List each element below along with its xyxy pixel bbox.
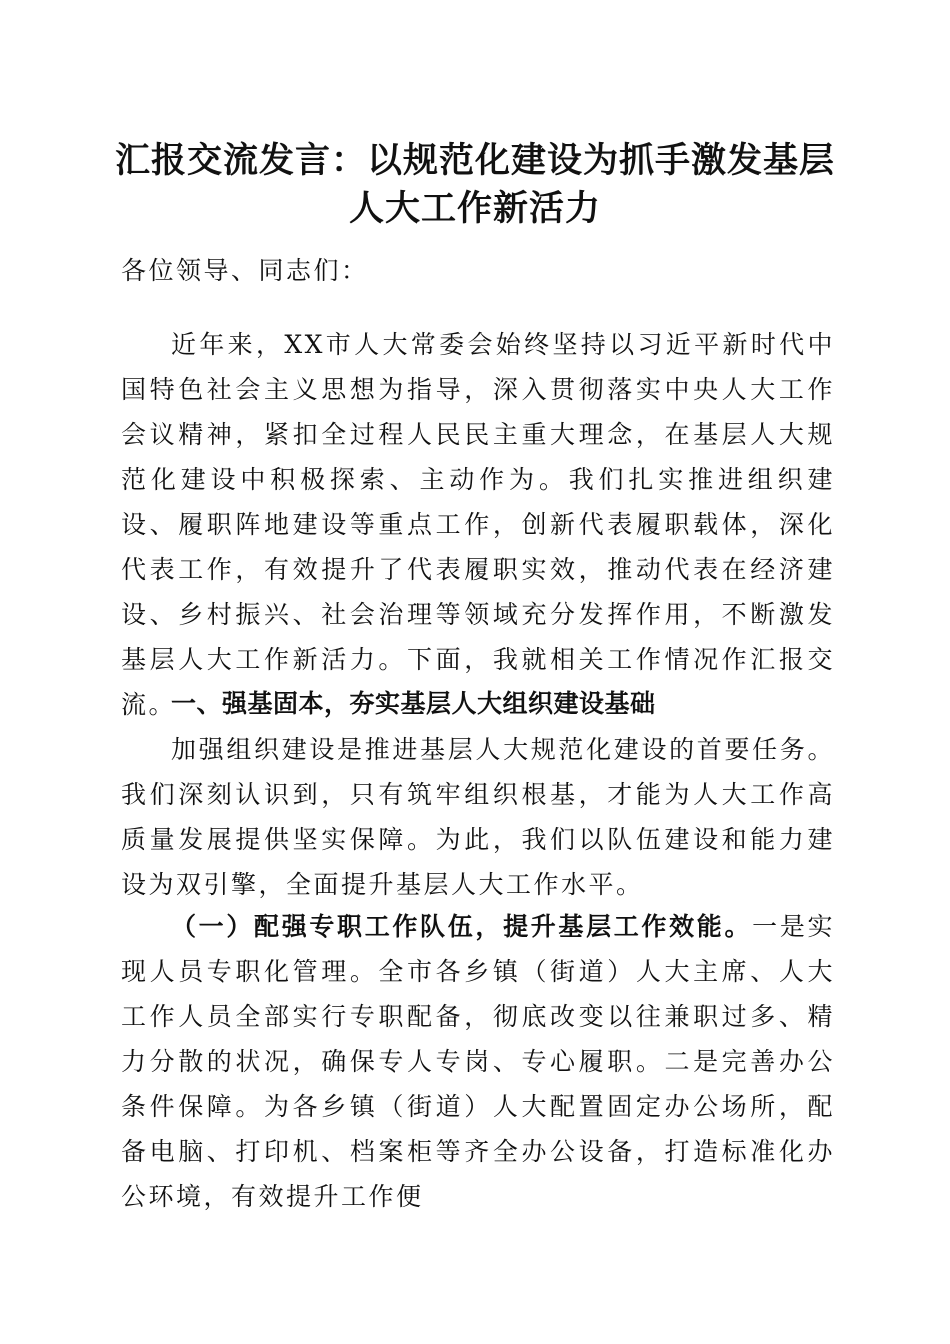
greeting: 各位领导、同志们： — [121, 256, 369, 285]
subsection-body-1: 一是实现人员专职化管理。全市各乡镇（街道）人大主席、人大工作人员全部实行专职配备，彻底改变以往兼职过多、精力分散的状况，确保专人专岗、专心履职。二是完善办公条件保障。为各乡镇（街道）人大配置固定办公场所，配备电脑、打印机、档案柜等齐全办公设备，打造标准化办公环境，有效提升工作便 — [121, 912, 835, 1211]
paragraph-section-1: 加强组织建设是推进基层人大规范化建设的首要任务。我们深刻认识到，只有筑牢组织根基，才能为人大工作高质量发展提供坚实保障。为此，我们以队伍建设和能力建设为双引擎，全面提升基层人大工作水平。 — [121, 735, 835, 899]
paragraph-subsection-1 — [121, 904, 835, 1219]
paragraph-intro: 近年来，XX市人大常委会始终坚持以习近平新时代中国特色社会主义思想为指导，深入贯彻落实中央人大工作会议精神，紧扣全过程人民民主重大理念，在基层人大规范化建设中积极探索、主动作为。我们扎实推进组织建设、履职阵地建设等重点工作，创新代表履职载体，深化代表工作，有效提升了代表履职实效，推动代表在经济建设、乡村振兴、社会治理等领域充分发挥作用，不断激发基层人大工作新活力。下面，我就相关工作情况作汇报交流。 — [121, 330, 835, 719]
subsection-heading-1: （一）配强专职工作队伍，提升基层工作效能。 — [171, 912, 753, 941]
document-title-line-2: 人大工作新活力 — [348, 188, 601, 229]
section-heading-1: 一、强基固本，夯实基层人大组织建设基础 — [171, 689, 656, 718]
document-title-line-1: 汇报交流发言：以规范化建设为抓手激发基层 — [114, 140, 835, 181]
